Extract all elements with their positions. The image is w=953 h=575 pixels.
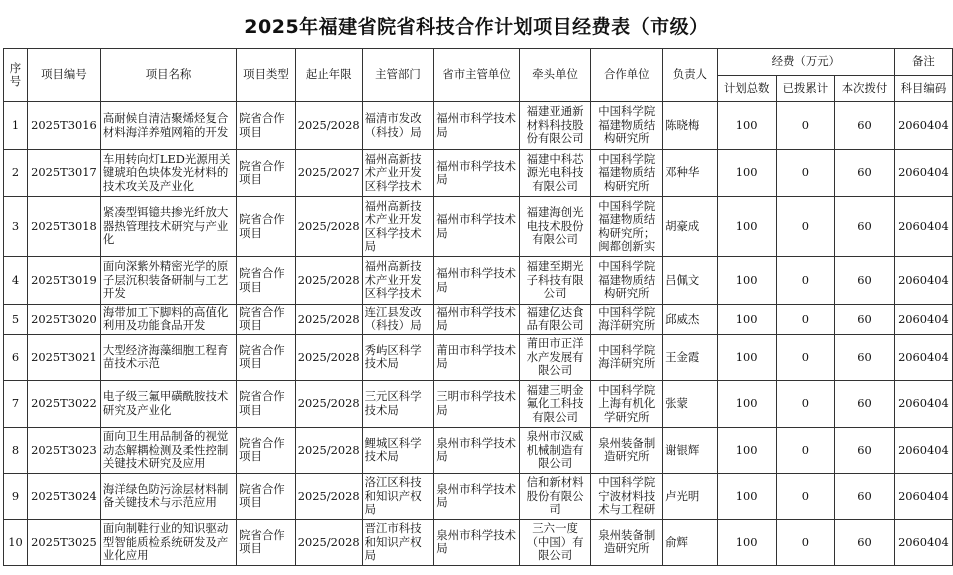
cell-dept: 晋江市科技和知识产权局 — [362, 519, 434, 565]
cell-owner: 卢光明 — [663, 473, 718, 519]
cell-code: 2025T3024 — [27, 473, 100, 519]
cell-seq: 10 — [4, 519, 28, 565]
cell-type: 院省合作项目 — [237, 197, 296, 257]
cell-city-unit: 莆田市科学技术局 — [434, 334, 519, 380]
cell-allocated: 0 — [776, 257, 835, 305]
cell-owner: 俞辉 — [663, 519, 718, 565]
header-this-time: 本次拨付 — [835, 76, 895, 102]
cell-name: 紧凑型铒镱共掺光纤放大器热管理技术研究与产业化 — [100, 197, 236, 257]
cell-lead-unit: 信和新材料股份有限公司 — [519, 473, 591, 519]
cell-plan-total: 100 — [717, 334, 776, 380]
cell-dept: 福州高新技术产业开发区科学技术 — [362, 257, 434, 305]
cell-lead-unit: 泉州市汉威机械制造有限公司 — [519, 427, 591, 473]
cell-dept: 三元区科学技术局 — [362, 380, 434, 427]
cell-plan-total: 100 — [717, 257, 776, 305]
cell-period: 2025/2028 — [295, 380, 362, 427]
cell-lead-unit: 三六一度（中国）有限公司 — [519, 519, 591, 565]
cell-subject-code: 2060404 — [894, 519, 952, 565]
cell-owner: 王金霞 — [663, 334, 718, 380]
cell-partner-unit: 中国科学院上海有机化学研究所 — [591, 380, 663, 427]
table-row — [4, 257, 953, 305]
cell-dept: 福州高新技术产业开发区科学技术局 — [362, 197, 434, 257]
cell-city-unit: 福州市科学技术局 — [434, 257, 519, 305]
cell-owner: 邓种华 — [663, 150, 718, 197]
cell-owner: 陈晓梅 — [663, 102, 718, 150]
header-lead-unit: 牵头单位 — [519, 49, 591, 102]
cell-name: 海洋绿色防污涂层材料制备关键技术与示范应用 — [100, 473, 236, 519]
cell-subject-code: 2060404 — [894, 380, 952, 427]
cell-lead-unit: 福建三明金氟化工科技有限公司 — [519, 380, 591, 427]
cell-code: 2025T3023 — [27, 427, 100, 473]
document-title: 2025年福建省院省科技合作计划项目经费表（市级） — [244, 16, 709, 38]
cell-type: 院省合作项目 — [237, 150, 296, 197]
cell-plan-total: 100 — [717, 197, 776, 257]
header-period: 起止年限 — [295, 49, 362, 102]
cell-owner: 邱威杰 — [663, 305, 718, 335]
cell-partner-unit: 中国科学院海洋研究所 — [591, 305, 663, 335]
cell-seq: 9 — [4, 473, 28, 519]
cell-lead-unit: 莆田市正洋水产发展有限公司 — [519, 334, 591, 380]
cell-allocated: 0 — [776, 305, 835, 335]
cell-type: 院省合作项目 — [237, 380, 296, 427]
header-funding: 经费（万元） — [717, 49, 894, 76]
cell-plan-total: 100 — [717, 305, 776, 335]
cell-seq: 5 — [4, 305, 28, 335]
cell-allocated: 0 — [776, 150, 835, 197]
cell-name: 电子级三氟甲磺酰胺技术研究及产业化 — [100, 380, 236, 427]
cell-this-time: 60 — [835, 473, 895, 519]
header-remark: 备注 — [894, 49, 952, 76]
table-row — [4, 150, 953, 197]
table-body — [4, 102, 953, 566]
cell-this-time: 60 — [835, 150, 895, 197]
cell-name: 大型经济海藻细胞工程育苗技术示范 — [100, 334, 236, 380]
table-row — [4, 334, 953, 380]
cell-seq: 4 — [4, 257, 28, 305]
cell-period: 2025/2028 — [295, 305, 362, 335]
cell-allocated: 0 — [776, 102, 835, 150]
cell-subject-code: 2060404 — [894, 257, 952, 305]
cell-subject-code: 2060404 — [894, 427, 952, 473]
header-owner: 负责人 — [663, 49, 718, 102]
cell-code: 2025T3025 — [27, 519, 100, 565]
cell-city-unit: 泉州市科学技术局 — [434, 519, 519, 565]
cell-period: 2025/2028 — [295, 519, 362, 565]
cell-plan-total: 100 — [717, 380, 776, 427]
cell-owner: 谢银辉 — [663, 427, 718, 473]
cell-seq: 8 — [4, 427, 28, 473]
cell-code: 2025T3020 — [27, 305, 100, 335]
table-row — [4, 197, 953, 257]
table-row — [4, 427, 953, 473]
header-subject-code: 科目编码 — [894, 76, 952, 102]
table-row — [4, 473, 953, 519]
cell-plan-total: 100 — [717, 102, 776, 150]
cell-code: 2025T3022 — [27, 380, 100, 427]
cell-partner-unit: 中国科学院海洋研究所 — [591, 334, 663, 380]
cell-name: 面向制鞋行业的知识驱动型智能质检系统研发及产业化应用 — [100, 519, 236, 565]
cell-city-unit: 泉州市科学技术局 — [434, 473, 519, 519]
cell-this-time: 60 — [835, 334, 895, 380]
cell-partner-unit: 泉州装备制造研究所 — [591, 519, 663, 565]
cell-owner: 张蒙 — [663, 380, 718, 427]
cell-subject-code: 2060404 — [894, 102, 952, 150]
cell-dept: 鲤城区科学技术局 — [362, 427, 434, 473]
header-code: 项目编号 — [27, 49, 100, 102]
cell-type: 院省合作项目 — [237, 519, 296, 565]
cell-seq: 1 — [4, 102, 28, 150]
header-seq: 序号 — [4, 49, 28, 102]
cell-seq: 7 — [4, 380, 28, 427]
cell-allocated: 0 — [776, 334, 835, 380]
cell-lead-unit: 福建至期光子科技有限公司 — [519, 257, 591, 305]
table-row — [4, 380, 953, 427]
cell-type: 院省合作项目 — [237, 334, 296, 380]
cell-period: 2025/2028 — [295, 197, 362, 257]
cell-name: 车用转向灯LED光源用关键琥珀色块体发光材料的技术攻关及产业化 — [100, 150, 236, 197]
header-type: 项目类型 — [237, 49, 296, 102]
cell-this-time: 60 — [835, 380, 895, 427]
cell-city-unit: 三明市科学技术局 — [434, 380, 519, 427]
cell-name: 高耐候自清洁聚烯烃复合材料海洋养殖网箱的开发 — [100, 102, 236, 150]
cell-partner-unit: 中国科学院宁波材料技术与工程研 — [591, 473, 663, 519]
header-name: 项目名称 — [100, 49, 236, 102]
cell-plan-total: 100 — [717, 519, 776, 565]
cell-type: 院省合作项目 — [237, 102, 296, 150]
header-city-unit: 省市主管单位 — [434, 49, 519, 102]
cell-type: 院省合作项目 — [237, 473, 296, 519]
cell-city-unit: 福州市科学技术局 — [434, 150, 519, 197]
cell-code: 2025T3018 — [27, 197, 100, 257]
cell-period: 2025/2028 — [295, 257, 362, 305]
cell-partner-unit: 中国科学院福建物质结构研究所 — [591, 102, 663, 150]
cell-dept: 连江县发改（科技）局 — [362, 305, 434, 335]
cell-type: 院省合作项目 — [237, 257, 296, 305]
cell-plan-total: 100 — [717, 473, 776, 519]
cell-name: 面向深紫外精密光学的原子层沉积装备研制与工艺开发 — [100, 257, 236, 305]
cell-type: 院省合作项目 — [237, 427, 296, 473]
cell-seq: 3 — [4, 197, 28, 257]
header-partner-unit: 合作单位 — [591, 49, 663, 102]
cell-name: 海带加工下脚料的高值化利用及功能食品开发 — [100, 305, 236, 335]
cell-this-time: 60 — [835, 197, 895, 257]
cell-allocated: 0 — [776, 380, 835, 427]
cell-lead-unit: 福建亚通新材料科技股份有限公司 — [519, 102, 591, 150]
funding-table — [3, 48, 953, 566]
cell-period: 2025/2028 — [295, 473, 362, 519]
cell-subject-code: 2060404 — [894, 305, 952, 335]
cell-owner: 吕佩文 — [663, 257, 718, 305]
cell-plan-total: 100 — [717, 427, 776, 473]
cell-allocated: 0 — [776, 519, 835, 565]
cell-this-time: 60 — [835, 427, 895, 473]
cell-seq: 6 — [4, 334, 28, 380]
cell-this-time: 60 — [835, 305, 895, 335]
cell-city-unit: 福州市科学技术局 — [434, 197, 519, 257]
cell-seq: 2 — [4, 150, 28, 197]
cell-name: 面向卫生用品制备的视觉动态解耦检测及柔性控制关键技术研究及应用 — [100, 427, 236, 473]
cell-code: 2025T3017 — [27, 150, 100, 197]
cell-dept: 福清市发改（科技）局 — [362, 102, 434, 150]
cell-city-unit: 福州市科学技术局 — [434, 305, 519, 335]
cell-subject-code: 2060404 — [894, 197, 952, 257]
cell-period: 2025/2028 — [295, 334, 362, 380]
cell-lead-unit: 福建中科芯源光电科技有限公司 — [519, 150, 591, 197]
cell-partner-unit: 中国科学院福建物质结构研究所 — [591, 257, 663, 305]
cell-this-time: 60 — [835, 519, 895, 565]
cell-code: 2025T3016 — [27, 102, 100, 150]
cell-type: 院省合作项目 — [237, 305, 296, 335]
cell-city-unit: 福州市科学技术局 — [434, 102, 519, 150]
cell-subject-code: 2060404 — [894, 150, 952, 197]
cell-period: 2025/2027 — [295, 150, 362, 197]
cell-period: 2025/2028 — [295, 427, 362, 473]
cell-dept: 洛江区科技和知识产权局 — [362, 473, 434, 519]
cell-code: 2025T3021 — [27, 334, 100, 380]
header-row-1 — [4, 49, 953, 76]
cell-dept: 秀屿区科学技术局 — [362, 334, 434, 380]
cell-dept: 福州高新技术产业开发区科学技术 — [362, 150, 434, 197]
cell-lead-unit: 福建亿达食品有限公司 — [519, 305, 591, 335]
table-row — [4, 519, 953, 565]
cell-allocated: 0 — [776, 473, 835, 519]
cell-city-unit: 泉州市科学技术局 — [434, 427, 519, 473]
cell-this-time: 60 — [835, 102, 895, 150]
cell-plan-total: 100 — [717, 150, 776, 197]
cell-period: 2025/2028 — [295, 102, 362, 150]
cell-allocated: 0 — [776, 427, 835, 473]
cell-subject-code: 2060404 — [894, 473, 952, 519]
cell-owner: 胡豪成 — [663, 197, 718, 257]
cell-lead-unit: 福建海创光电技术股份有限公司 — [519, 197, 591, 257]
cell-partner-unit: 中国科学院福建物质结构研究所 — [591, 150, 663, 197]
cell-subject-code: 2060404 — [894, 334, 952, 380]
cell-partner-unit: 中国科学院福建物质结构研究所；闽都创新实 — [591, 197, 663, 257]
header-allocated: 已拨累计 — [776, 76, 835, 102]
header-plan-total: 计划总数 — [717, 76, 776, 102]
cell-partner-unit: 泉州装备制造研究所 — [591, 427, 663, 473]
header-dept: 主管部门 — [362, 49, 434, 102]
cell-this-time: 60 — [835, 257, 895, 305]
table-row — [4, 102, 953, 150]
cell-allocated: 0 — [776, 197, 835, 257]
cell-code: 2025T3019 — [27, 257, 100, 305]
table-row — [4, 305, 953, 335]
